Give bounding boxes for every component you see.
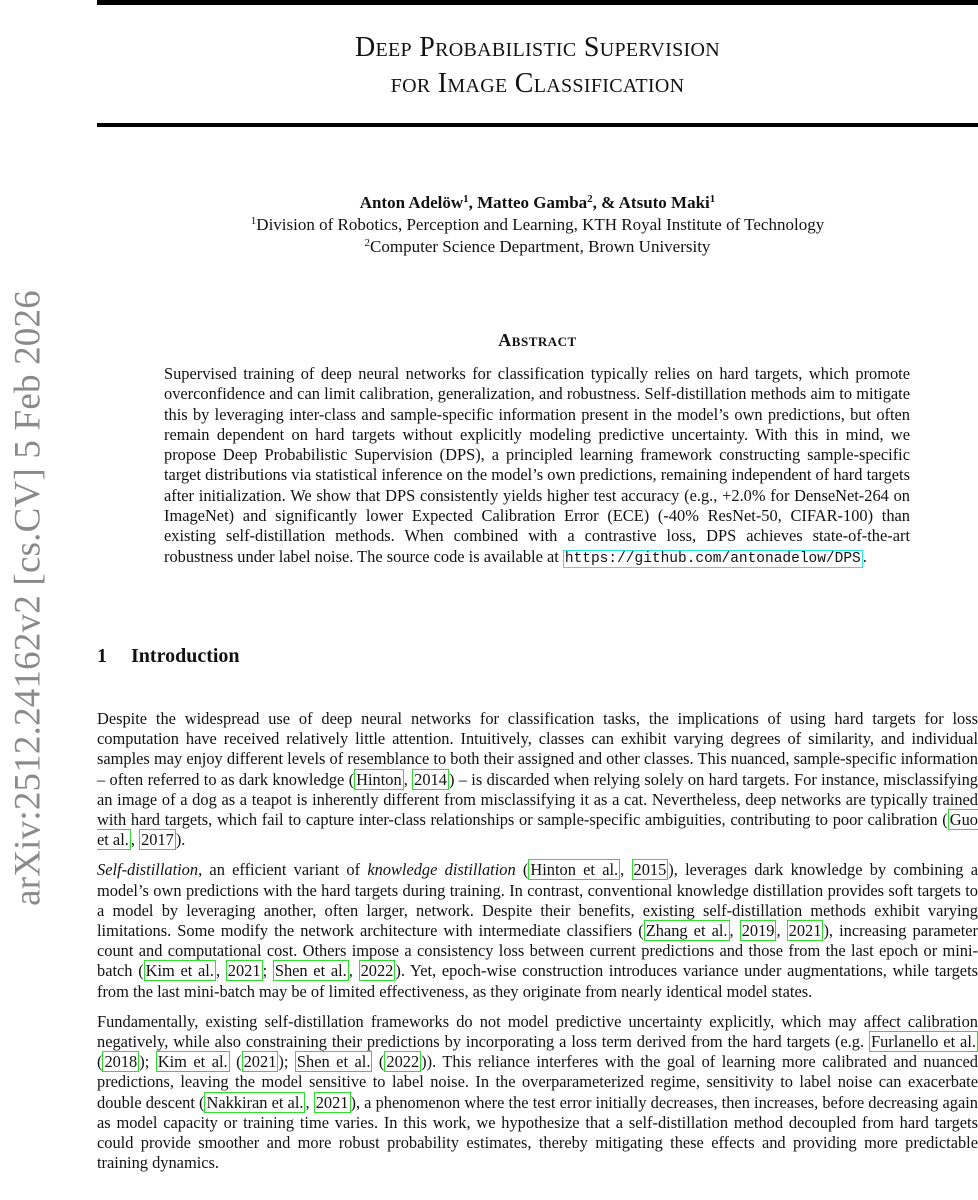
text: , [776,921,787,941]
author-3: Atsuto Maki [618,193,710,212]
citation-link[interactable]: 2021 [788,921,822,941]
author-1: Anton Adelöw [359,193,464,212]
title-line-2: for Image Classification [390,68,685,99]
text: , [305,1092,314,1112]
author-1-affil-mark: 1 [463,193,469,205]
affiliation-text: Division of Robotics, Perception and Learning, KTH Royal Institute of Technology [256,215,825,234]
citation-link[interactable]: 2015 [633,860,667,880]
text: )). This reliance interferes with the goal of learning more calibrated and nuanced predictions, leaving the model sensitive to label noise. In the overparameterized regime, sensitivity to label noise can exacerbate double descent ( [97,1052,978,1112]
text: ( [97,1052,103,1072]
citation-link[interactable]: Kim et al. [145,961,214,981]
section-number: 1 [97,645,107,667]
author-2-affil-mark: 2 [587,193,593,205]
citation-link[interactable]: Shen et al. [296,1052,371,1072]
text: , [215,961,226,981]
citation-link[interactable]: Nakkiran et al. [206,1092,304,1112]
text: , [130,830,140,850]
abstract-end: . [862,546,867,566]
text: ) – is discarded when relying solely on hard targets. For instance, misclassifying an image of a dog as a teapot is inherently different from misclassifying it as a cat. Nevertheless, deep networks are typically trained with hard targets, which fail to capture inter-class relationships or sample-specific ambiguities, contributing to poor calibration ( [97,769,978,830]
text: ). Yet, epoch-wise construction introduces variance under augmentations, while targets from the last mini-batch may be of limited effectiveness, as they originate from nearly identical model states. [97,961,978,1001]
paragraph-1 [97,709,978,850]
paragraph-2 [97,860,978,1001]
text: ( [229,1052,242,1072]
text: , [403,769,413,789]
affiliation-mark: 2 [364,237,371,249]
text: , an efficient variant of [198,860,368,880]
author-separator: , & [592,193,619,212]
citation-link[interactable]: 2022 [386,1052,420,1072]
citation-link[interactable]: Hinton et al. [530,860,619,880]
citation-link[interactable]: 2021 [227,961,261,981]
affiliation-2 [97,236,978,258]
abstract-text: Supervised training of deep neural networks for classification typically relies on hard targets, which promote overconfidence and can limit calibration, generalization, and robustness. Self-distillation methods aim to mitigate this by leveraging inter-class and sample-specific information present in the model’s own predictions, but often remain dependent on hard targets without explicitly modeling predictive uncertainty. With this in mind, we propose Deep Probabilistic Supervision (DPS), a principled learning framework constructing sample-specific target distributions via statistical inference on the model’s own predictions, remaining independent of hard targets after initialization. We show that DPS consistently yields higher test accuracy (e.g., +2.0% for DenseNet-264 on ImageNet) and significantly lower Expected Calibration Error (ECE) (-40% ResNet-50, CIFAR-100) than existing self-distillation methods. When combined with a contrastive loss, DPS achieves state-of-the-art robustness under label noise. The source code is available at [164,364,910,566]
citation-link[interactable]: 2021 [315,1092,349,1112]
citation-link[interactable]: Furlanello et al. [871,1032,976,1052]
text: ), a phenomenon where the test error initially decreases, then increases, before decreasing again as model capacity or training time varies. In this work, we hypothesize that a self-distillation method decoupled from hard targets could provide smoother and more robust probability estimates, thereby mitigating these effects and providing more predictable training dynamics. [97,1092,978,1173]
affiliation-1 [97,214,978,236]
citation-link[interactable]: Kim et al. [157,1052,228,1072]
section-heading [97,645,240,668]
affiliation-mark: 1 [250,215,257,227]
citation-link[interactable]: Shen et al. [274,961,347,981]
affiliation-text: Computer Science Department, Brown University [370,237,711,256]
text: ( [515,860,529,880]
introduction-body [97,709,978,1183]
citation-link[interactable]: Guo et al. [97,810,978,850]
section-title: Introduction [131,645,240,667]
text: , [348,961,359,981]
title-rule [97,123,978,127]
text: ; [262,961,273,981]
text: , [729,921,740,941]
citation-link[interactable]: 2017 [141,830,174,850]
source-code-link[interactable]: https://github.com/antonadelow/DPS [564,550,861,567]
title-line-1: Deep Probabilistic Supervision [355,32,720,63]
citation-link[interactable]: 2022 [360,961,394,981]
text: Despite the widespread use of deep neural networks for classification tasks, the implications of using hard targets for loss computation have received relatively little attention. Intuitively, classes can exhibit varying degrees of similarity, and individual samples may enjoy different levels of resemblance to both their assigned and other classes. This nuanced, sample-specific information – often referred to as dark knowledge ( [97,709,978,789]
citation-link[interactable]: 2019 [741,921,775,941]
text: ), increasing parameter count and computational cost. Others impose a consistency loss between current predictions and those from the last epoch or mini-batch ( [97,921,978,981]
text: , [620,860,632,880]
citation-link[interactable]: 2018 [104,1052,138,1072]
text: ( [372,1052,385,1072]
text: ), leverages dark knowledge by combining a model’s own predictions with the hard targets during training. In contrast, conventional knowledge distillation provides soft targets to a model by leveraging another, often larger, network. Despite their benefits, existing self-distillation methods exhibit varying limitations. Some modify the network architecture with intermediate classifiers ( [97,860,978,941]
author-separator: , [468,193,478,212]
paper-title [97,30,978,102]
paragraph-3 [97,1012,978,1174]
abstract-body [164,364,910,569]
text: Fundamentally, existing self-distillation frameworks do not model predictive uncertainty explicitly, which may affect calibration negatively, while also constraining their predictions by incorporating a loss term derived from the hard targets (e.g. [97,1011,978,1052]
citation-link[interactable]: Zhang et al. [645,921,728,941]
text: ). [175,830,186,850]
emphasis: Self-distillation [97,860,199,880]
abstract-heading: Abstract [498,330,577,350]
text: ); [139,1052,156,1072]
author-3-affil-mark: 1 [709,193,716,205]
text: ); [278,1052,295,1072]
emphasis: knowledge distillation [367,860,516,880]
arxiv-identifier: arXiv:2512.24162v2 [cs.CV] 5 Feb 2026 [7,290,49,906]
citation-link[interactable]: 2021 [243,1052,277,1072]
author-list [97,192,978,214]
citation-link[interactable]: 2014 [414,769,447,789]
citation-link[interactable]: Hinton [356,769,402,789]
author-2: Matteo Gamba [477,193,588,212]
top-rule [97,0,978,5]
